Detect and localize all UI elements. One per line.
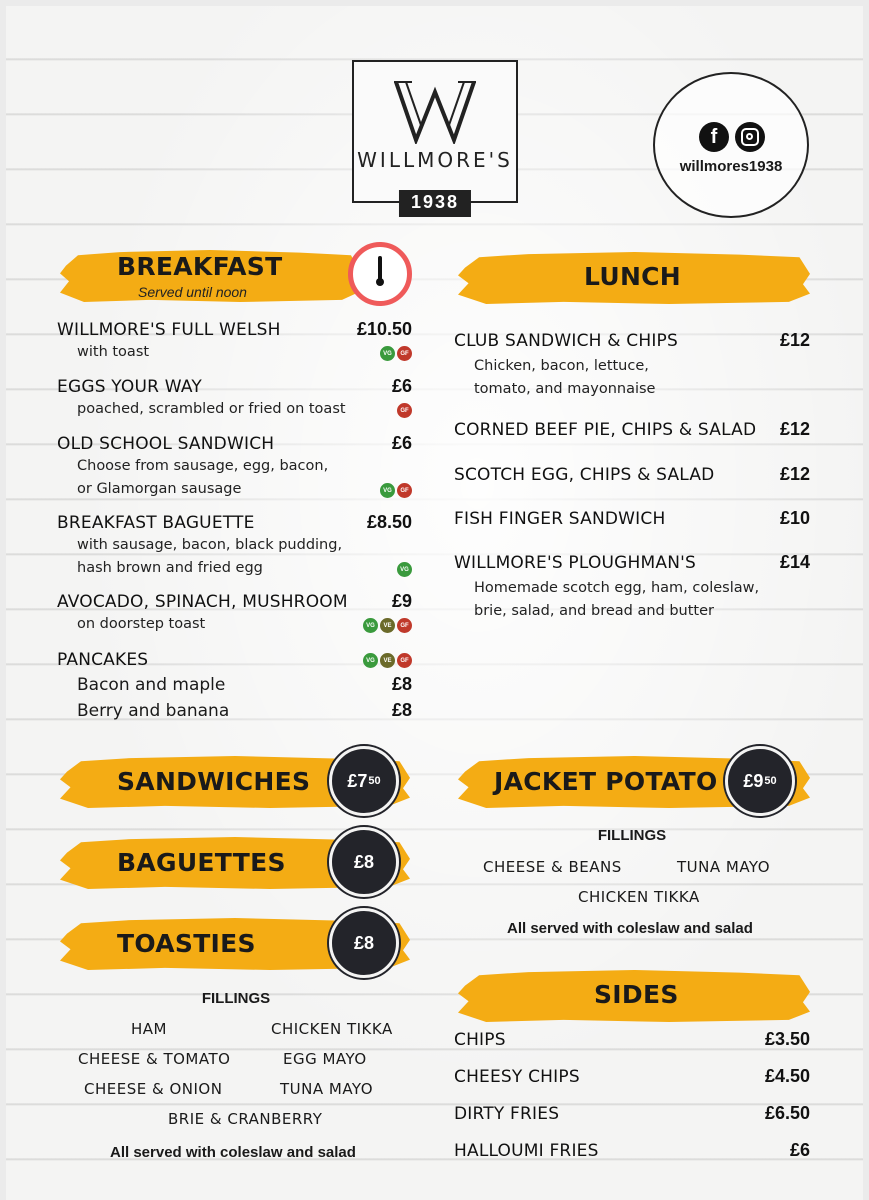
toasties-price-badge [329, 908, 399, 978]
sides-banner [458, 964, 810, 1028]
breakfast-title: BREAKFAST [117, 252, 283, 281]
sandwich-served-note: All served with coleslaw and salad [110, 1144, 356, 1161]
dietary-tag-vg: VG [363, 618, 378, 633]
lunch-title: LUNCH [584, 262, 682, 291]
side-item-name: DIRTY FRIES [454, 1104, 560, 1124]
dietary-tag-vg: VG [397, 562, 412, 577]
jacket-filling: TUNA MAYO [677, 858, 771, 876]
breakfast-subtitle: Served until noon [138, 284, 247, 300]
breakfast-item-desc: Choose from sausage, egg, bacon, [77, 458, 329, 474]
dietary-tags [363, 618, 412, 633]
breakfast-item-desc: poached, scrambled or fried on toast [77, 401, 346, 417]
baguettes-title: BAGUETTES [117, 848, 286, 877]
lunch-item-price: £10 [779, 508, 810, 528]
dietary-tag-gf: GF [397, 403, 412, 418]
breakfast-item-price: £10.50 [356, 319, 412, 339]
lunch-item-name: CORNED BEEF PIE, CHIPS & SALAD [454, 420, 757, 440]
breakfast-item-price: £6 [391, 433, 412, 453]
side-item-name: HALLOUMI FRIES [454, 1141, 599, 1161]
dietary-tag-vg: VG [380, 346, 395, 361]
sandwiches-price-pence: 50 [368, 775, 381, 787]
baguettes-price: £8 [353, 851, 375, 872]
sides-title: SIDES [594, 980, 679, 1009]
jacket-title: JACKET POTATO [494, 767, 718, 796]
jacket-price-pence: 50 [764, 775, 777, 787]
dietary-tag-gf: GF [397, 653, 412, 668]
breakfast-item-name: EGGS YOUR WAY [57, 377, 202, 397]
dietary-tag-vg: VG [363, 653, 378, 668]
dietary-tags [380, 346, 412, 361]
pancake-option-name: Bacon and maple [77, 675, 226, 695]
dietary-tags [380, 483, 412, 498]
breakfast-item-price: £9 [391, 591, 412, 611]
baguettes-price-badge [329, 827, 399, 897]
pancakes-name: PANCAKES [57, 650, 149, 670]
sandwich-filling: CHEESE & TOMATO [78, 1050, 231, 1068]
lunch-item-price: £12 [779, 419, 810, 439]
sandwich-filling: HAM [131, 1020, 167, 1038]
brand-wordmark: WILLMORE'S [357, 148, 513, 172]
breakfast-item-name: AVOCADO, SPINACH, MUSHROOM [57, 592, 348, 612]
jacket-filling: CHEESE & BEANS [483, 858, 622, 876]
lunch-item-price: £12 [779, 330, 810, 350]
menu-page [6, 6, 863, 1200]
breakfast-item-name: WILLMORE'S FULL WELSH [57, 320, 281, 340]
jacket-fillings-heading: FILLINGS [597, 827, 667, 844]
dietary-tag-ve: VE [380, 653, 395, 668]
jacket-served-note: All served with coleslaw and salad [507, 920, 753, 937]
dietary-tag-ve: VE [380, 618, 395, 633]
side-item-name: CHIPS [454, 1030, 506, 1050]
jacket-price-badge [725, 746, 795, 816]
breakfast-banner [60, 244, 360, 308]
brand-year: 1938 [399, 190, 471, 217]
sandwich-filling: TUNA MAYO [280, 1080, 374, 1098]
breakfast-item-desc: with toast [77, 344, 150, 360]
dietary-tags [363, 653, 412, 668]
pancake-option-price: £8 [391, 700, 412, 720]
dietary-tag-vg: VG [380, 483, 395, 498]
pancake-option-name: Berry and banana [77, 701, 230, 721]
breakfast-item-desc: on doorstep toast [77, 616, 206, 632]
lunch-item-name: FISH FINGER SANDWICH [454, 509, 666, 529]
sandwich-filling: EGG MAYO [283, 1050, 367, 1068]
social-badge [653, 72, 809, 218]
lunch-item-price: £14 [779, 552, 810, 572]
sandwich-fillings-heading: FILLINGS [201, 990, 271, 1007]
lunch-item-name: CLUB SANDWICH & CHIPS [454, 331, 678, 351]
breakfast-item-price: £8.50 [366, 512, 412, 532]
side-item-price: £6 [789, 1140, 810, 1160]
breakfast-item-desc: with sausage, bacon, black pudding, [77, 537, 343, 553]
sandwiches-price: £7 [347, 770, 368, 791]
lunch-banner [458, 246, 810, 310]
sandwiches-price-badge [329, 746, 399, 816]
sandwich-filling: BRIE & CRANBERRY [168, 1110, 323, 1128]
sandwich-filling: CHEESE & ONION [84, 1080, 223, 1098]
w-monogram-icon [394, 78, 476, 144]
toasties-price: £8 [353, 932, 375, 953]
sandwich-filling: CHICKEN TIKKA [271, 1020, 393, 1038]
jacket-price: £9 [743, 770, 764, 791]
jacket-filling: CHICKEN TIKKA [578, 888, 700, 906]
side-item-price: £6.50 [764, 1103, 810, 1123]
side-item-name: CHEESY CHIPS [454, 1067, 580, 1087]
clock-icon [348, 242, 412, 306]
side-item-price: £4.50 [764, 1066, 810, 1086]
dietary-tag-gf: GF [397, 618, 412, 633]
dietary-tag-gf: GF [397, 346, 412, 361]
lunch-item-price: £12 [779, 464, 810, 484]
lunch-item-name: SCOTCH EGG, CHIPS & SALAD [454, 465, 715, 485]
breakfast-item-name: OLD SCHOOL SANDWICH [57, 434, 275, 454]
lunch-item-desc: tomato, and mayonnaise [474, 381, 656, 397]
social-handle[interactable]: willmores1938 [679, 158, 783, 175]
sandwiches-title: SANDWICHES [117, 767, 311, 796]
breakfast-item-desc: hash brown and fried egg [77, 560, 263, 576]
dietary-tags [397, 403, 412, 418]
side-item-price: £3.50 [764, 1029, 810, 1049]
breakfast-item-price: £6 [391, 376, 412, 396]
facebook-icon[interactable]: f [699, 122, 729, 152]
lunch-item-desc: Chicken, bacon, lettuce, [474, 358, 649, 374]
brand-logo [352, 60, 518, 212]
breakfast-item-desc: or Glamorgan sausage [77, 481, 242, 497]
dietary-tags [397, 562, 412, 577]
dietary-tag-gf: GF [397, 483, 412, 498]
toasties-title: TOASTIES [117, 929, 256, 958]
instagram-icon[interactable] [735, 122, 765, 152]
pancake-option-price: £8 [391, 674, 412, 694]
lunch-item-desc: Homemade scotch egg, ham, coleslaw, [474, 580, 760, 596]
lunch-item-name: WILLMORE'S PLOUGHMAN'S [454, 553, 697, 573]
breakfast-item-name: BREAKFAST BAGUETTE [57, 513, 255, 533]
lunch-item-desc: brie, salad, and bread and butter [474, 603, 715, 619]
